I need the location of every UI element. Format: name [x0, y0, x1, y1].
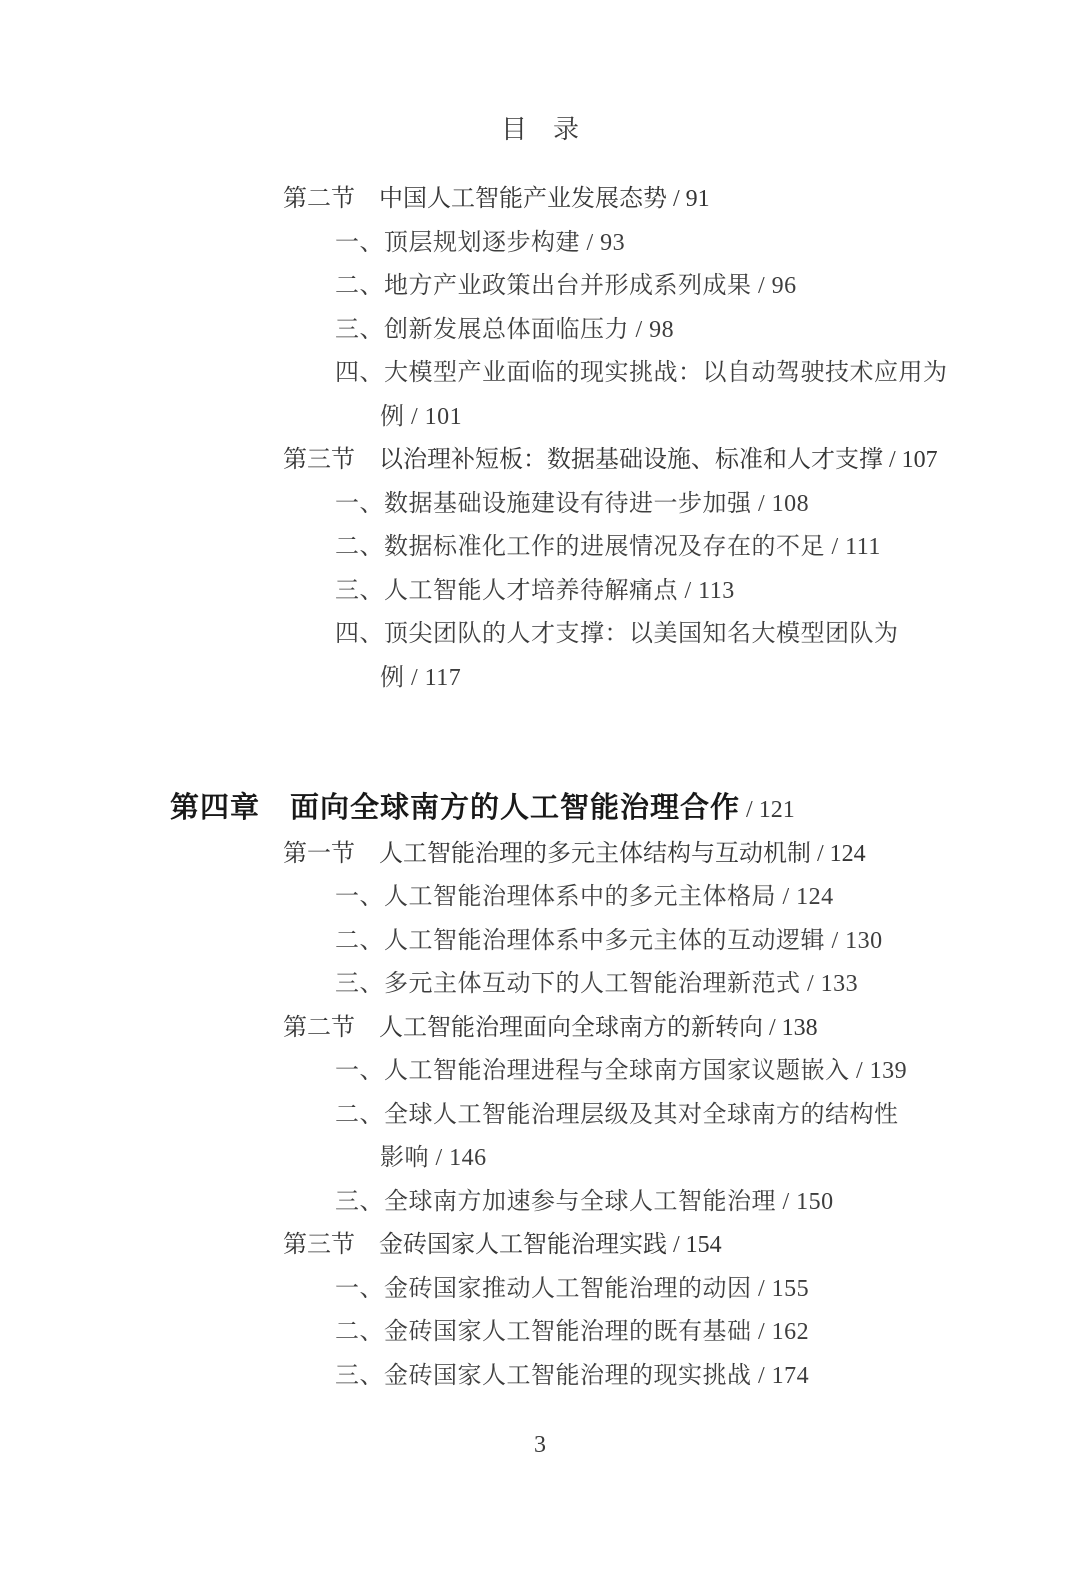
toc-entry-page: 162	[771, 1319, 810, 1345]
toc-entry	[0, 1224, 1080, 1268]
toc-separator: /	[751, 1319, 772, 1345]
toc-entry-label: 三、多元主体互动下的人工智能治理新范式	[335, 971, 801, 997]
toc-entry	[0, 526, 1080, 570]
toc-separator: /	[763, 1014, 782, 1041]
toc-separator: /	[825, 927, 846, 954]
toc-entry	[0, 1094, 1080, 1138]
toc-entry	[0, 1355, 1080, 1399]
toc-entry-page: 124	[796, 884, 834, 910]
toc-separator: /	[751, 490, 772, 517]
toc-separator: /	[404, 403, 425, 430]
toc-separator: /	[776, 884, 797, 910]
toc-entry-page: 96	[771, 273, 797, 299]
page-number: 3	[534, 1432, 546, 1458]
toc-entry-label: 三、人工智能人才培养待解痛点	[335, 577, 678, 604]
toc-entry-label: 三、金砖国家人工智能治理的现实挑战	[335, 1362, 752, 1389]
toc-entry	[0, 178, 1080, 222]
toc-separator: /	[811, 840, 830, 867]
toc-entry-page: 138	[781, 1014, 818, 1041]
toc-entry-page: 98	[649, 316, 675, 343]
toc-entry-page: 111	[845, 534, 881, 560]
toc-entry	[0, 963, 1080, 1007]
toc-entry-label: 例	[380, 664, 405, 691]
toc-entry	[0, 613, 1080, 657]
toc-entry	[0, 1181, 1080, 1225]
toc-entry-page: 133	[820, 971, 859, 997]
toc-entry	[0, 265, 1080, 309]
toc-separator: /	[825, 534, 846, 560]
toc-entry	[0, 222, 1080, 266]
toc-separator: /	[800, 971, 821, 997]
toc-separator: /	[667, 186, 686, 212]
toc-entry-label: 例	[380, 403, 405, 430]
toc-entry-page: 107	[901, 447, 938, 473]
toc-entry-label: 二、人工智能治理体系中多元主体的互动逻辑	[335, 927, 825, 954]
toc-separator: /	[740, 797, 759, 823]
toc-entry-page: 121	[758, 797, 795, 823]
toc-separator: /	[751, 1362, 772, 1389]
toc-entry	[0, 920, 1080, 964]
toc-entry-label: 第三节 以治理补短板：数据基础设施、标准和人才支撑	[283, 447, 883, 473]
toc-entry-label: 四、大模型产业面临的现实挑战：以自动驾驶技术应用为	[335, 360, 948, 386]
toc-entry	[0, 1137, 1080, 1181]
toc-entry	[0, 657, 1080, 701]
toc-entry	[0, 1050, 1080, 1094]
toc-entry	[0, 309, 1080, 353]
toc-separator: /	[849, 1058, 870, 1084]
toc-separator: /	[667, 1232, 686, 1258]
toc-entry	[0, 1268, 1080, 1312]
toc-entry-page: 154	[685, 1232, 722, 1258]
toc-entry	[0, 396, 1080, 440]
toc-entry-label: 二、地方产业政策出台并形成系列成果	[335, 273, 752, 299]
toc-entry	[0, 439, 1080, 483]
toc-separator: /	[751, 273, 772, 299]
toc-entry-page: 117	[424, 664, 462, 691]
toc-separator: /	[883, 447, 902, 473]
toc-entry	[0, 833, 1080, 877]
toc-entry-label: 一、人工智能治理体系中的多元主体格局	[335, 884, 776, 910]
toc-entry-label: 一、人工智能治理进程与全球南方国家议题嵌入	[335, 1058, 850, 1084]
toc-list	[0, 178, 1080, 1398]
toc-entry-label: 二、全球人工智能治理层级及其对全球南方的结构性	[335, 1101, 899, 1128]
toc-entry-page: 174	[771, 1362, 810, 1389]
toc-entry-label: 三、全球南方加速参与全球人工智能治理	[335, 1188, 776, 1215]
toc-entry-label: 第二节 中国人工智能产业发展态势	[283, 186, 667, 212]
toc-separator: /	[404, 664, 425, 691]
toc-entry-page: 101	[424, 403, 463, 430]
toc-entry-label: 三、创新发展总体面临压力	[335, 316, 629, 343]
toc-separator: /	[580, 229, 601, 256]
toc-entry	[0, 352, 1080, 396]
toc-separator: /	[429, 1145, 450, 1171]
toc-entry-page: 150	[796, 1188, 834, 1215]
toc-entry-label: 四、顶尖团队的人才支撑：以美国知名大模型团队为	[335, 621, 899, 647]
toc-entry-page: 155	[771, 1275, 810, 1302]
toc-entry	[0, 1311, 1080, 1355]
toc-entry-label: 一、数据基础设施建设有待进一步加强	[335, 490, 752, 517]
toc-entry-page: 113	[698, 577, 735, 604]
toc-entry-page: 91	[685, 186, 710, 212]
toc-entry-page: 139	[869, 1058, 908, 1084]
toc-separator: /	[751, 1275, 772, 1302]
toc-entry-label: 一、金砖国家推动人工智能治理的动因	[335, 1275, 752, 1302]
toc-entry-page: 124	[829, 840, 866, 867]
toc-separator: /	[678, 577, 699, 604]
page-title: 目 录	[500, 115, 579, 144]
toc-separator: /	[776, 1188, 797, 1215]
toc-entry	[0, 876, 1080, 920]
toc-entry-page: 146	[449, 1145, 487, 1171]
toc-entry	[0, 787, 1080, 833]
toc-entry	[0, 483, 1080, 527]
toc-entry-label: 一、顶层规划逐步构建	[335, 229, 580, 256]
toc-entry-page: 130	[845, 927, 883, 954]
toc-entry-label: 第三节 金砖国家人工智能治理实践	[283, 1232, 667, 1258]
toc-entry-label: 二、数据标准化工作的进展情况及存在的不足	[335, 534, 825, 560]
toc-entry-label: 影响	[380, 1145, 429, 1171]
toc-entry	[0, 570, 1080, 614]
toc-separator: /	[629, 316, 650, 343]
toc-entry-label: 二、金砖国家人工智能治理的既有基础	[335, 1319, 752, 1345]
toc-entry-label: 第四章 面向全球南方的人工智能治理合作	[170, 792, 741, 824]
toc-entry-label: 第一节 人工智能治理的多元主体结构与互动机制	[283, 840, 811, 867]
toc-entry-page: 93	[600, 229, 626, 256]
toc-entry	[0, 1007, 1080, 1051]
toc-entry-label: 第二节 人工智能治理面向全球南方的新转向	[283, 1014, 763, 1041]
toc-entry-page: 108	[771, 490, 810, 517]
